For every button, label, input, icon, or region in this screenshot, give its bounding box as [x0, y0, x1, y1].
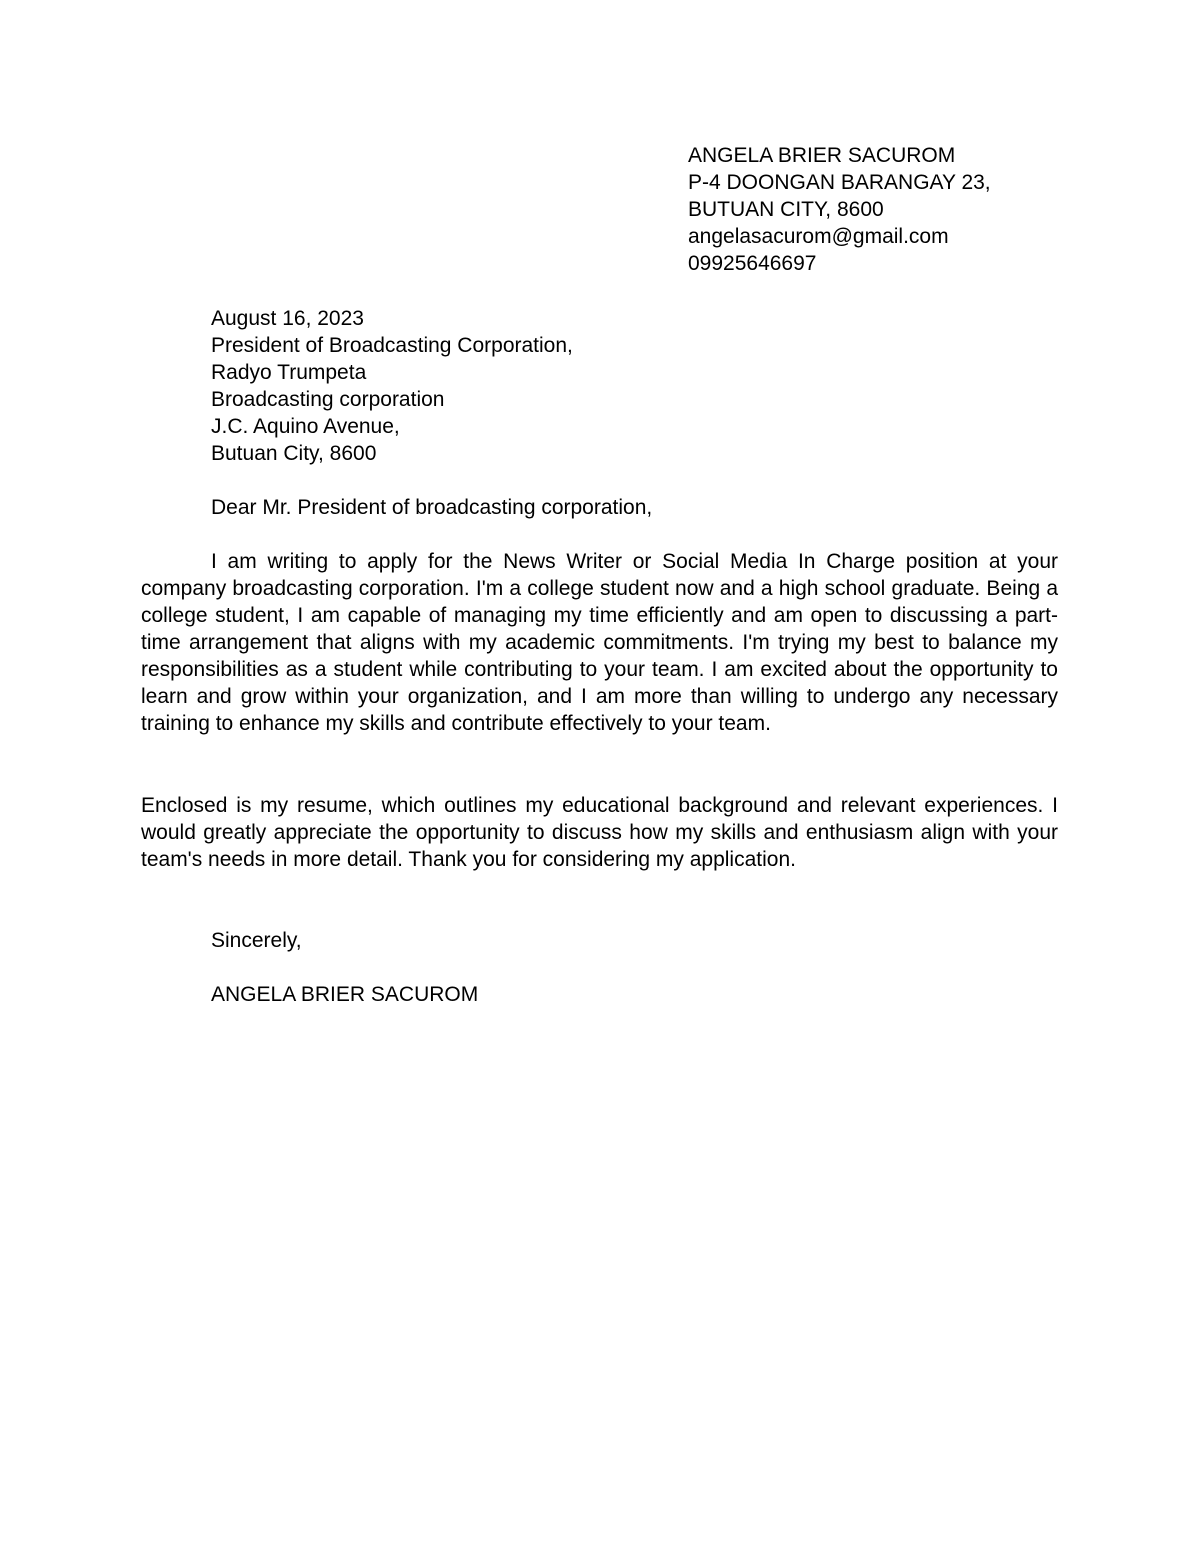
recipient-city: Butuan City, 8600: [211, 442, 377, 465]
sender-phone: 09925646697: [688, 252, 817, 275]
sender-name: ANGELA BRIER SACUROM: [688, 144, 956, 167]
recipient-street: J.C. Aquino Avenue,: [211, 415, 400, 438]
recipient-address-block: [211, 305, 573, 467]
salutation: Dear Mr. President of broadcasting corporation,: [211, 496, 653, 519]
recipient-department: Broadcasting corporation: [211, 388, 445, 411]
body-paragraph-1: I am writing to apply for the News Writer or Social Media In Charge position at your company broadcasting corporation. I'm a college student now and a high school graduate. Being a college student, I am capable of managing my time efficiently and am open to discussing a part-time arrangement that aligns with my academic commitments. I'm trying my best to balance my responsibilities as a student while contributing to your team. I am excited about the opportunity to learn and grow within your organization, and I am more than willing to undergo any necessary training to enhance my skills and contribute effectively to your team.: [141, 550, 1058, 735]
signature-name: ANGELA BRIER SACUROM: [211, 983, 479, 1006]
closing: Sincerely,: [211, 929, 302, 952]
body-paragraph-2: Enclosed is my resume, which outlines my educational background and relevant experiences. I would greatly appreciate the opportunity to discuss how my skills and enthusiasm align with your team's needs in more detail. Thank you for considering my application.: [141, 794, 1058, 871]
sender-address-line1: P-4 DOONGAN BARANGAY 23,: [688, 171, 991, 194]
sender-address-line2: BUTUAN CITY, 8600: [688, 198, 884, 221]
sender-email: angelasacurom@gmail.com: [688, 225, 949, 248]
recipient-title: President of Broadcasting Corporation,: [211, 334, 573, 357]
recipient-company: Radyo Trumpeta: [211, 361, 367, 384]
letter-date: August 16, 2023: [211, 307, 364, 330]
sender-address-block: [688, 142, 991, 277]
